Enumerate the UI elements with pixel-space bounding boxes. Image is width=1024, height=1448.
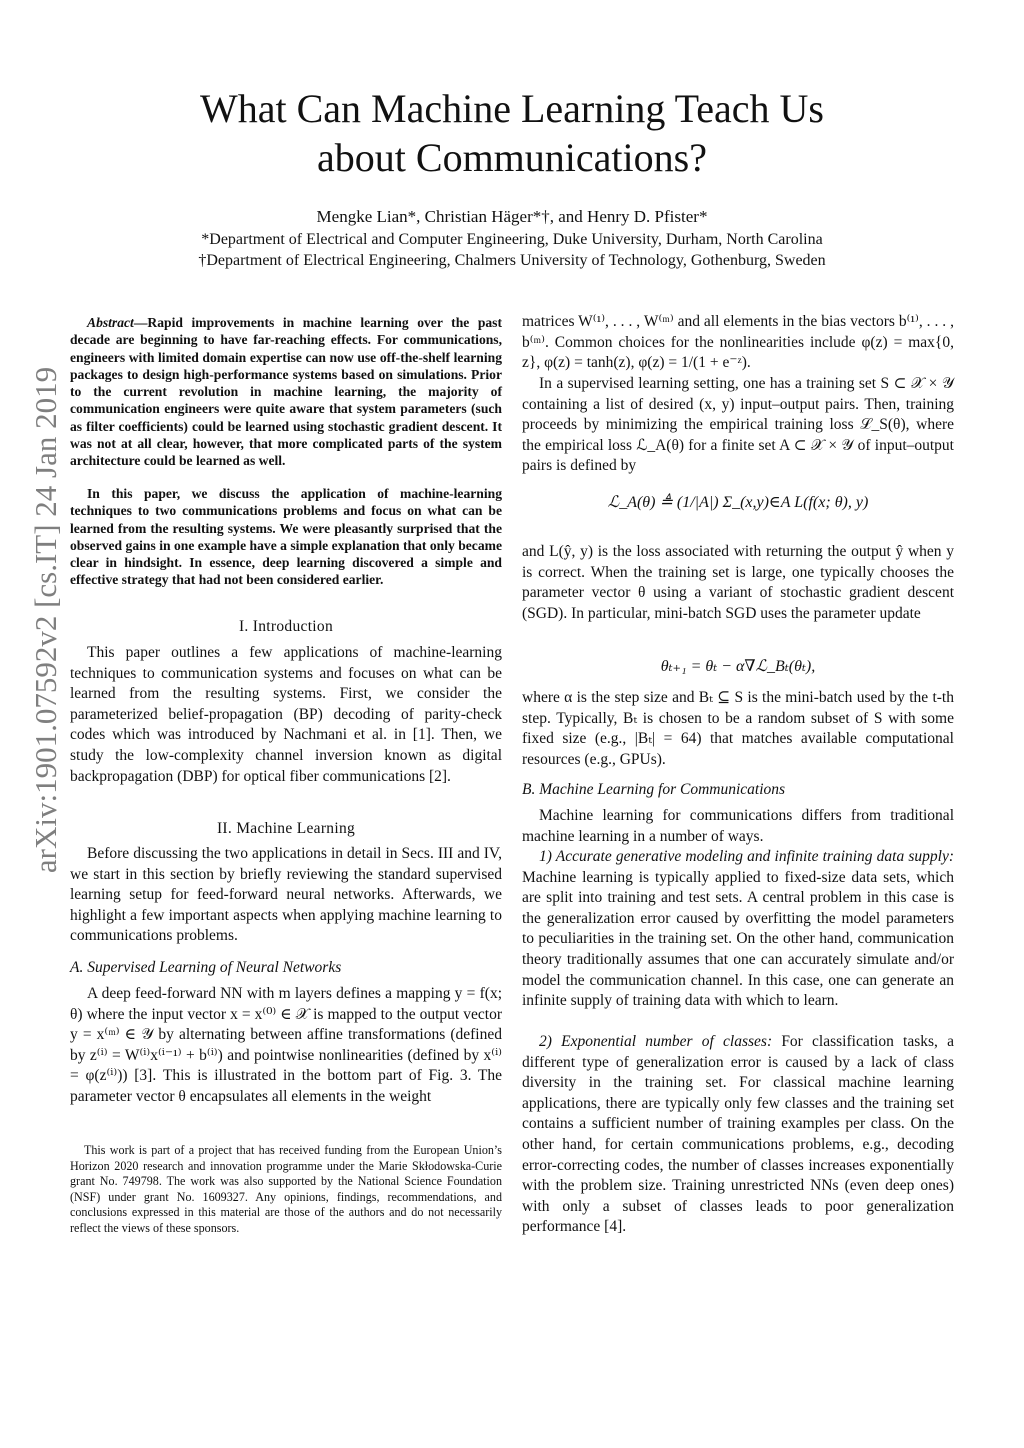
section-heading-introduction: I. Introduction [238,618,334,635]
paragraph-label-2: 2) Exponential number of classes: [539,1033,773,1050]
authors: Mengke Lian*, Christian Häger*†, and Henry D. Pfister* [316,207,708,226]
right-paragraph-6 [522,847,954,1012]
abstract-p2: In this paper, we discuss the application of machine-learning techniques to two communications problems and focus on what can be learned from the resulting systems. We were pleasantly surprised that the observed gains in one example have a simple explanation that only became clear in hindsight. In essence, deep learning discovered a simple and effective strategy that had not been considered earlier. [70,486,502,588]
right-paragraph-7 [522,1032,954,1238]
abstract-p1 [70,314,502,470]
footnote: This work is part of a project that has received funding from the European Union’s Horizon 2020 research and innovation programme under the Marie Skłodowska-Curie grant No. 749798. The work was also supported by the National Science Foundation (NSF) under grant No. 1609327. Any opinions, findings, recommendations, and conclusions expressed in this material are those of the authors and do not necessarily reflect the views of these sponsors. [70,1143,502,1235]
abstract-label: Abstract [87,315,134,330]
subsection-a-paragraph: A deep feed-forward NN with m layers defines a mapping y = f(x; θ) where the input vector x = x⁽⁰⁾ ∈ 𝒳 is mapped to the output vector y = x⁽ᵐ⁾ ∈ 𝒴 by alternating between affine transformations (defined by z⁽ⁱ⁾ = W⁽ⁱ⁾x⁽ⁱ⁻¹⁾ + b⁽ⁱ⁾) and pointwise nonlinearities (defined by x⁽ⁱ⁾ = φ(z⁽ⁱ⁾)) [3]. This is illustrated in the bottom part of Fig. 3. The parameter vector θ encapsulates all elements in the weight [70,985,502,1105]
abstract-text: —Rapid improvements in machine learning over the past decade are beginning to have far-reaching effects. For communications, engineers with limited domain expertise can now use off-the-shelf learning packages to design high-performance systems based on simulations. Prior to the current revolution in machine learning, the majority of communication engineers were quite aware that system parameters (such as filter coefficients) could be learned using stochastic gradient descent. It was not at all clear, however, that more complicated parts of the system architecture could be learned as well. [70,315,502,469]
right-paragraph-3: and L(ŷ, y) is the loss associated with returning the output ŷ when y is correct. When the training set is large, one typically chooses the parameter vector θ using a variant of stochastic gradient descent (SGD). In particular, mini-batch SGD uses the parameter update [522,543,954,622]
affiliation-2: †Department of Electrical Engineering, Chalmers University of Technology, Gothenburg, Sweden [198,252,826,269]
equation-sgd-update: θₜ₊₁ = θₜ − α∇ℒ_Bₜ(θₜ), [660,658,816,675]
affiliation-1: *Department of Electrical and Computer Engineering, Duke University, Durham, North Carolina [201,231,823,248]
right-paragraph-1: matrices W⁽¹⁾, . . . , W⁽ᵐ⁾ and all elements in the bias vectors b⁽¹⁾, . . . , b⁽ᵐ⁾. Common choices for the nonlinearities include φ(z) = max{0, z}, φ(z) = tanh(z), φ(z) = 1/(1 + e⁻ᶻ). [522,313,954,372]
paragraph-label-1: 1) Accurate generative modeling and infinite training data supply: [539,848,954,865]
right-paragraph-5: Machine learning for communications differs from traditional machine learning in a number of ways. [522,807,954,845]
title-line-1: What Can Machine Learning Teach Us [199,86,824,131]
subsection-heading-b: B. Machine Learning for Communications [522,781,786,798]
subsection-heading-a: A. Supervised Learning of Neural Networks [70,959,342,976]
arxiv-stamp: arXiv:1901.07592v2 [cs.IT] 24 Jan 2019 [28,366,63,874]
equation-empirical-loss: ℒ_A(θ) ≜ (1/|A|) Σ_(x,y)∈A L(f(x; θ), y) [607,494,869,511]
right-paragraph-4: where α is the step size and Bₜ ⊆ S is the mini-batch used by the t-th step. Typically, Bₜ is chosen to be a random subset of S with some fixed size (e.g., |Bₜ| = 64) that matches available computational resources (e.g., GPUs). [522,689,954,768]
intro-paragraph: This paper outlines a few applications of machine-learning techniques to communication systems and focuses on what can be learned from the resulting systems. First, we consider the parameterized belief-propagation (BP) decoding of parity-check codes which was introduced by Nachmani et al. in [1]. Then, we study the low-complexity channel inversion known as digital backpropagation (DBP) for optical fiber communications [2]. [70,644,502,785]
ml-paragraph: Before discussing the two applications in detail in Secs. III and IV, we start in this section by briefly reviewing the standard supervised learning setup for feed-forward neural networks. Afterwards, we highlight a few important aspects when applying machine learning to communications problems. [70,845,502,945]
paragraph-6-text: Machine learning is typically applied to fixed-size data sets, which are split into training and test sets. A central problem in this case is the generalization error caused by overfitting the model parameters to peculiarities in the training set. On the other hand, communication theory traditionally assumes that one can accurately simulate and/or model the communication channel. In this case, one can generate an infinite supply of training data with which to learn. [522,868,954,1010]
right-paragraph-2: In a supervised learning setting, one has a training set S ⊂ 𝒳 × 𝒴 containing a list of desired (x, y) input–output pairs. Then, training proceeds by minimizing the empirical training loss ℒ_S(θ), where the empirical loss ℒ_A(θ) for a finite set A ⊂ 𝒳 × 𝒴 of input–output pairs is defined by [522,375,954,475]
section-heading-machine-learning: II. Machine Learning [216,820,356,837]
paper-title [0,84,1024,182]
paragraph-7-text: For classification tasks, a different type of generalization error is caused by a lack of class diversity in the training set. For classical machine learning applications, there are typically only few classes and the training set contains a sufficient number of training examples per class. On the other hand, for certain communications problems, e.g., decoding error-correcting codes, the number of classes increases exponentially with the problem size. Training unrestricted NNs (even deep ones) with only a subset of classes leads to poor generalization performance [4]. [522,1033,954,1236]
title-line-2: about Communications? [317,135,707,180]
